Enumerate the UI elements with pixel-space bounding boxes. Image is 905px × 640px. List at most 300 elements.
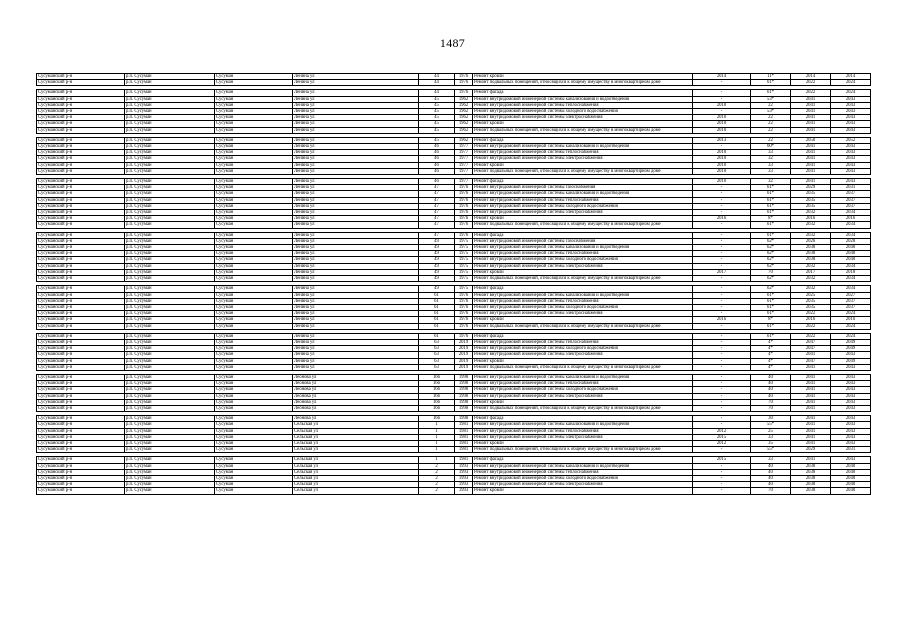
- plan-end-year-cell: 2049: [831, 358, 871, 364]
- settlement-cell: р.п. Сусуман: [125, 257, 215, 263]
- settlement-cell: р.п. Сусуман: [125, 416, 215, 422]
- street-cell: Ленина ул: [293, 162, 419, 168]
- settlement-cell: р.п. Сусуман: [125, 185, 215, 191]
- street-cell: Леонова ул: [293, 399, 419, 405]
- settlement-cell: р.п. Сусуман: [125, 358, 215, 364]
- plan-end-year-cell: 2037: [831, 304, 871, 310]
- locality-cell: Сусуман: [215, 168, 293, 174]
- plan-start-year-cell: 2035: [791, 298, 831, 304]
- district-cell: Сусуманский р-н: [37, 292, 125, 298]
- house-number-cell: 45: [419, 96, 455, 102]
- wear-percent-cell: 22: [751, 121, 791, 127]
- house-number-cell: 61: [419, 323, 455, 329]
- last-repair-year-cell: -: [693, 257, 751, 263]
- wear-percent-cell: 62*: [751, 276, 791, 282]
- plan-end-year-cell: 2024: [831, 333, 871, 339]
- street-cell: Ленина ул: [293, 185, 419, 191]
- locality-cell: Сусуман: [215, 422, 293, 428]
- last-repair-year-cell: -: [693, 304, 751, 310]
- settlement-cell: р.п. Сусуман: [125, 298, 215, 304]
- district-cell: Сусуманский р-н: [37, 364, 125, 370]
- locality-cell: Сусуман: [215, 387, 293, 393]
- last-repair-year-cell: -: [693, 251, 751, 257]
- plan-start-year-cell: 2038: [791, 482, 831, 488]
- plan-end-year-cell: 2043: [831, 179, 871, 185]
- wear-percent-cell: 61*: [751, 197, 791, 203]
- locality-cell: Сусуман: [215, 364, 293, 370]
- wear-percent-cell: 53*: [751, 109, 791, 115]
- locality-cell: Сусуман: [215, 191, 293, 197]
- last-repair-year-cell: -: [693, 203, 751, 209]
- plan-start-year-cell: 2022: [791, 333, 831, 339]
- build-year-cell: 1998: [455, 405, 473, 411]
- settlement-cell: р.п. Сусуман: [125, 292, 215, 298]
- wear-percent-cell: 33: [751, 162, 791, 168]
- plan-start-year-cell: 2041: [791, 96, 831, 102]
- wear-percent-cell: 32: [751, 156, 791, 162]
- street-cell: Ленина ул: [293, 197, 419, 203]
- last-repair-year-cell: -: [693, 463, 751, 469]
- plan-start-year-cell: 2038: [791, 469, 831, 475]
- house-number-cell: 47: [419, 191, 455, 197]
- work-type-cell: Ремонт внутридомовой инженерной системы холодного водоснабжения: [473, 304, 693, 310]
- locality-cell: Сусуман: [215, 358, 293, 364]
- plan-start-year-cell: 2022: [791, 323, 831, 329]
- build-year-cell: 1962: [455, 102, 473, 108]
- work-type-cell: Ремонт кровли: [473, 488, 693, 494]
- plan-start-year-cell: 2016: [791, 216, 831, 222]
- wear-percent-cell: 61*: [751, 304, 791, 310]
- plan-start-year-cell: 2032: [791, 210, 831, 216]
- work-type-cell: Ремонт внутридомовой инженерной системы теплоснабжения: [473, 339, 693, 345]
- settlement-cell: р.п. Сусуман: [125, 168, 215, 174]
- locality-cell: Сусуман: [215, 144, 293, 150]
- street-cell: Ленина ул: [293, 323, 419, 329]
- work-type-cell: Ремонт внутридомовой инженерной системы канализования и водоотведения: [473, 191, 693, 197]
- build-year-cell: 1998: [455, 393, 473, 399]
- work-type-cell: Ремонт фасада: [473, 232, 693, 238]
- street-cell: Ленина ул: [293, 263, 419, 269]
- locality-cell: Сусуман: [215, 447, 293, 453]
- build-year-cell: 1993: [455, 463, 473, 469]
- settlement-cell: р.п. Сусуман: [125, 482, 215, 488]
- locality-cell: Сусуман: [215, 475, 293, 481]
- house-number-cell: 16б: [419, 387, 455, 393]
- locality-cell: Сусуман: [215, 463, 293, 469]
- house-number-cell: 63: [419, 364, 455, 370]
- build-year-cell: 1976: [455, 80, 473, 86]
- last-repair-year-cell: -: [693, 352, 751, 358]
- work-type-cell: Ремонт внутридомовой инженерной системы электроснабжения: [473, 115, 693, 121]
- build-year-cell: 1975: [455, 238, 473, 244]
- capital-repair-register-table: [36, 73, 871, 495]
- plan-end-year-cell: 2040: [831, 257, 871, 263]
- work-type-cell: Ремонт подвальных помещений, относящихся к общему имуществу в многоквартирном доме: [473, 80, 693, 86]
- build-year-cell: 1962: [455, 115, 473, 121]
- settlement-cell: р.п. Сусуман: [125, 150, 215, 156]
- wear-percent-cell: 61*: [751, 203, 791, 209]
- street-cell: Ленина ул: [293, 232, 419, 238]
- house-number-cell: 16б: [419, 416, 455, 422]
- house-number-cell: 45: [419, 127, 455, 133]
- settlement-cell: р.п. Сусуман: [125, 364, 215, 370]
- locality-cell: Сусуман: [215, 399, 293, 405]
- plan-start-year-cell: 2041: [791, 457, 831, 463]
- locality-cell: Сусуман: [215, 203, 293, 209]
- build-year-cell: 1975: [455, 276, 473, 282]
- work-type-cell: Ремонт подвальных помещений, относящихся к общему имуществу в многоквартирном доме: [473, 364, 693, 370]
- wear-percent-cell: 61*: [751, 191, 791, 197]
- last-repair-year-cell: 2010: [693, 150, 751, 156]
- work-type-cell: Ремонт кровли: [473, 74, 693, 80]
- plan-start-year-cell: 2041: [791, 381, 831, 387]
- work-type-cell: Ремонт внутридомовой инженерной системы теплоснабжения: [473, 251, 693, 257]
- work-type-cell: Ремонт подвальных помещений, относящихся к общему имуществу в многоквартирном доме: [473, 168, 693, 174]
- build-year-cell: 1975: [455, 269, 473, 275]
- locality-cell: Сусуман: [215, 346, 293, 352]
- district-cell: Сусуманский р-н: [37, 144, 125, 150]
- build-year-cell: 1976: [455, 232, 473, 238]
- plan-end-year-cell: 2049: [831, 339, 871, 345]
- plan-start-year-cell: 2041: [791, 374, 831, 380]
- district-cell: Сусуманский р-н: [37, 191, 125, 197]
- build-year-cell: 1977: [455, 156, 473, 162]
- locality-cell: Сусуман: [215, 238, 293, 244]
- settlement-cell: р.п. Сусуман: [125, 137, 215, 143]
- district-cell: Сусуманский р-н: [37, 469, 125, 475]
- house-number-cell: 63: [419, 352, 455, 358]
- locality-cell: Сусуман: [215, 263, 293, 269]
- settlement-cell: р.п. Сусуман: [125, 488, 215, 494]
- plan-start-year-cell: 2032: [791, 222, 831, 228]
- work-type-cell: Ремонт фасада: [473, 90, 693, 96]
- locality-cell: Сусуман: [215, 121, 293, 127]
- wear-percent-cell: 40: [751, 463, 791, 469]
- plan-start-year-cell: 2041: [791, 150, 831, 156]
- plan-end-year-cell: 2043: [831, 96, 871, 102]
- build-year-cell: 1976: [455, 74, 473, 80]
- settlement-cell: р.п. Сусуман: [125, 323, 215, 329]
- district-cell: Сусуманский р-н: [37, 399, 125, 405]
- street-cell: Ленина ул: [293, 276, 419, 282]
- last-repair-year-cell: -: [693, 374, 751, 380]
- street-cell: Ленина ул: [293, 203, 419, 209]
- plan-start-year-cell: 2025: [791, 292, 831, 298]
- district-cell: Сусуманский р-н: [37, 323, 125, 329]
- build-year-cell: 1998: [455, 387, 473, 393]
- house-number-cell: 61: [419, 298, 455, 304]
- house-number-cell: 47: [419, 210, 455, 216]
- locality-cell: Сусуман: [215, 339, 293, 345]
- work-type-cell: Ремонт подвальных помещений, относящихся к общему имуществу в многоквартирном доме: [473, 127, 693, 133]
- wear-percent-cell: 61*: [751, 311, 791, 317]
- last-repair-year-cell: -: [693, 311, 751, 317]
- work-type-cell: Ремонт фасада: [473, 457, 693, 463]
- wear-percent-cell: 4*: [751, 358, 791, 364]
- settlement-cell: р.п. Сусуман: [125, 232, 215, 238]
- plan-end-year-cell: 2043: [831, 109, 871, 115]
- last-repair-year-cell: -: [693, 238, 751, 244]
- build-year-cell: 1998: [455, 374, 473, 380]
- house-number-cell: 45: [419, 137, 455, 143]
- street-cell: Ленина ул: [293, 102, 419, 108]
- street-cell: Ленина ул: [293, 127, 419, 133]
- work-type-cell: Ремонт фасада: [473, 179, 693, 185]
- house-number-cell: 46: [419, 156, 455, 162]
- district-cell: Сусуманский р-н: [37, 311, 125, 317]
- district-cell: Сусуманский р-н: [37, 232, 125, 238]
- house-number-cell: 2: [419, 469, 455, 475]
- work-type-cell: Ремонт кровли: [473, 358, 693, 364]
- settlement-cell: р.п. Сусуман: [125, 74, 215, 80]
- district-cell: Сусуманский р-н: [37, 263, 125, 269]
- house-number-cell: 61: [419, 304, 455, 310]
- district-cell: Сусуманский р-н: [37, 428, 125, 434]
- wear-percent-cell: 40: [751, 381, 791, 387]
- locality-cell: Сусуман: [215, 276, 293, 282]
- plan-end-year-cell: 2037: [831, 197, 871, 203]
- street-cell: Ленина ул: [293, 115, 419, 121]
- settlement-cell: р.п. Сусуман: [125, 405, 215, 411]
- plan-start-year-cell: 2041: [791, 115, 831, 121]
- house-number-cell: 2: [419, 475, 455, 481]
- plan-end-year-cell: 2043: [831, 440, 871, 446]
- district-cell: Сусуманский р-н: [37, 317, 125, 323]
- street-cell: Ленина ул: [293, 109, 419, 115]
- plan-end-year-cell: 2028: [831, 238, 871, 244]
- district-cell: Сусуманский р-н: [37, 216, 125, 222]
- build-year-cell: 1993: [455, 488, 473, 494]
- last-repair-year-cell: 2015: [693, 434, 751, 440]
- district-cell: Сусуманский р-н: [37, 352, 125, 358]
- street-cell: Ленина ул: [293, 346, 419, 352]
- wear-percent-cell: 8*: [751, 216, 791, 222]
- page-number: 1487: [439, 36, 466, 50]
- locality-cell: Сусуман: [215, 197, 293, 203]
- plan-start-year-cell: 2038: [791, 475, 831, 481]
- build-year-cell: 1993: [455, 469, 473, 475]
- settlement-cell: р.п. Сусуман: [125, 191, 215, 197]
- build-year-cell: 1975: [455, 286, 473, 292]
- last-repair-year-cell: 2014: [693, 74, 751, 80]
- work-type-cell: Ремонт фасада: [473, 286, 693, 292]
- work-type-cell: Ремонт фасада: [473, 333, 693, 339]
- build-year-cell: 1962: [455, 127, 473, 133]
- plan-end-year-cell: 2040: [831, 475, 871, 481]
- locality-cell: Сусуман: [215, 80, 293, 86]
- settlement-cell: р.п. Сусуман: [125, 210, 215, 216]
- district-cell: Сусуманский р-н: [37, 115, 125, 121]
- last-repair-year-cell: -: [693, 416, 751, 422]
- street-cell: Ленина ул: [293, 137, 419, 143]
- district-cell: Сусуманский р-н: [37, 422, 125, 428]
- house-number-cell: 47: [419, 185, 455, 191]
- locality-cell: Сусуман: [215, 416, 293, 422]
- house-number-cell: 46: [419, 179, 455, 185]
- house-number-cell: 47: [419, 216, 455, 222]
- plan-end-year-cell: 2043: [831, 127, 871, 133]
- last-repair-year-cell: -: [693, 381, 751, 387]
- district-cell: Сусуманский р-н: [37, 298, 125, 304]
- district-cell: Сусуманский р-н: [37, 346, 125, 352]
- wear-percent-cell: 8*: [751, 317, 791, 323]
- plan-end-year-cell: 2043: [831, 150, 871, 156]
- street-cell: Ленина ул: [293, 251, 419, 257]
- build-year-cell: 1993: [455, 475, 473, 481]
- work-type-cell: Ремонт подвальных помещений, относящихся к общему имуществу в многоквартирном доме: [473, 447, 693, 453]
- plan-end-year-cell: 2043: [831, 144, 871, 150]
- work-type-cell: Ремонт фасада: [473, 416, 693, 422]
- work-type-cell: Ремонт внутридомовой инженерной системы канализования и водоотведения: [473, 96, 693, 102]
- district-cell: Сусуманский р-н: [37, 137, 125, 143]
- locality-cell: Сусуман: [215, 286, 293, 292]
- last-repair-year-cell: 2010: [693, 179, 751, 185]
- work-type-cell: Ремонт внутридомовой инженерной системы холодного водоснабжения: [473, 109, 693, 115]
- wear-percent-cell: 40: [751, 475, 791, 481]
- locality-cell: Сусуман: [215, 292, 293, 298]
- work-type-cell: Ремонт кровли: [473, 121, 693, 127]
- wear-percent-cell: 70: [751, 488, 791, 494]
- settlement-cell: р.п. Сусуман: [125, 469, 215, 475]
- work-type-cell: Ремонт кровли: [473, 440, 693, 446]
- street-cell: Ленина ул: [293, 333, 419, 339]
- work-type-cell: Ремонт внутридомовой инженерной системы электроснабжения: [473, 156, 693, 162]
- work-type-cell: Ремонт внутридомовой инженерной системы канализования и водоотведения: [473, 463, 693, 469]
- district-cell: Сусуманский р-н: [37, 74, 125, 80]
- district-cell: Сусуманский р-н: [37, 405, 125, 411]
- street-cell: Леонова ул: [293, 416, 419, 422]
- plan-start-year-cell: 2041: [791, 393, 831, 399]
- work-type-cell: Ремонт внутридомовой инженерной системы холодного водоснабжения: [473, 387, 693, 393]
- last-repair-year-cell: 2016: [693, 216, 751, 222]
- plan-start-year-cell: 2041: [791, 422, 831, 428]
- plan-start-year-cell: 2022: [791, 80, 831, 86]
- plan-end-year-cell: 2043: [831, 352, 871, 358]
- house-number-cell: 49: [419, 269, 455, 275]
- last-repair-year-cell: 2013: [693, 137, 751, 143]
- street-cell: Ленина ул: [293, 179, 419, 185]
- wear-percent-cell: 4*: [751, 364, 791, 370]
- district-cell: Сусуманский р-н: [37, 286, 125, 292]
- district-cell: Сусуманский р-н: [37, 434, 125, 440]
- district-cell: Сусуманский р-н: [37, 156, 125, 162]
- plan-start-year-cell: 2041: [791, 121, 831, 127]
- last-repair-year-cell: 2010: [693, 168, 751, 174]
- street-cell: Сельская ул: [293, 457, 419, 463]
- last-repair-year-cell: -: [693, 447, 751, 453]
- build-year-cell: 1977: [455, 144, 473, 150]
- street-cell: Ленина ул: [293, 144, 419, 150]
- wear-percent-cell: 61*: [751, 222, 791, 228]
- street-cell: Леонова ул: [293, 393, 419, 399]
- settlement-cell: р.п. Сусуман: [125, 115, 215, 121]
- build-year-cell: 1977: [455, 150, 473, 156]
- settlement-cell: р.п. Сусуман: [125, 447, 215, 453]
- wear-percent-cell: 62*: [751, 263, 791, 269]
- work-type-cell: Ремонт внутридомовой инженерной системы электроснабжения: [473, 434, 693, 440]
- locality-cell: Сусуман: [215, 127, 293, 133]
- locality-cell: Сусуман: [215, 405, 293, 411]
- house-number-cell: 61: [419, 292, 455, 298]
- district-cell: Сусуманский р-н: [37, 80, 125, 86]
- locality-cell: Сусуман: [215, 311, 293, 317]
- work-type-cell: Ремонт внутридомовой инженерной системы канализования и водоотведения: [473, 245, 693, 251]
- work-type-cell: Ремонт внутридомовой инженерной системы теплоснабжения: [473, 298, 693, 304]
- house-number-cell: 44: [419, 80, 455, 86]
- plan-start-year-cell: 2032: [791, 286, 831, 292]
- plan-start-year-cell: 2047: [791, 339, 831, 345]
- build-year-cell: 1962: [455, 96, 473, 102]
- plan-end-year-cell: 2024: [831, 323, 871, 329]
- settlement-cell: р.п. Сусуман: [125, 346, 215, 352]
- locality-cell: Сусуман: [215, 440, 293, 446]
- work-type-cell: Ремонт подвальных помещений, относящихся к общему имуществу в многоквартирном доме: [473, 222, 693, 228]
- district-cell: Сусуманский р-н: [37, 387, 125, 393]
- last-repair-year-cell: -: [693, 323, 751, 329]
- build-year-cell: 1976: [455, 197, 473, 203]
- work-type-cell: Ремонт подвальных помещений, относящихся к общему имуществу в многоквартирном доме: [473, 405, 693, 411]
- work-type-cell: Ремонт внутридомовой инженерной системы канализования и водоотведения: [473, 422, 693, 428]
- locality-cell: Сусуман: [215, 210, 293, 216]
- register-body: [37, 74, 871, 495]
- street-cell: Сельская ул: [293, 488, 419, 494]
- district-cell: Сусуманский р-н: [37, 179, 125, 185]
- last-repair-year-cell: 2012: [693, 440, 751, 446]
- settlement-cell: р.п. Сусуман: [125, 162, 215, 168]
- house-number-cell: 47: [419, 197, 455, 203]
- street-cell: Ленина ул: [293, 257, 419, 263]
- locality-cell: Сусуман: [215, 374, 293, 380]
- wear-percent-cell: 61*: [751, 232, 791, 238]
- settlement-cell: р.п. Сусуман: [125, 216, 215, 222]
- settlement-cell: р.п. Сусуман: [125, 333, 215, 339]
- last-repair-year-cell: -: [693, 109, 751, 115]
- house-number-cell: 46: [419, 150, 455, 156]
- plan-end-year-cell: 2043: [831, 168, 871, 174]
- wear-percent-cell: 11*: [751, 74, 791, 80]
- last-repair-year-cell: -: [693, 358, 751, 364]
- plan-start-year-cell: 2038: [791, 257, 831, 263]
- house-number-cell: 61: [419, 317, 455, 323]
- last-repair-year-cell: -: [693, 210, 751, 216]
- locality-cell: Сусуман: [215, 156, 293, 162]
- work-type-cell: Ремонт кровли: [473, 317, 693, 323]
- house-number-cell: 1: [419, 457, 455, 463]
- street-cell: Сельская ул: [293, 482, 419, 488]
- work-type-cell: Ремонт подвальных помещений, относящихся к общему имуществу в многоквартирном доме: [473, 323, 693, 329]
- last-repair-year-cell: -: [693, 469, 751, 475]
- plan-end-year-cell: 2031: [831, 185, 871, 191]
- street-cell: Сельская ул: [293, 434, 419, 440]
- settlement-cell: р.п. Сусуман: [125, 179, 215, 185]
- work-type-cell: Ремонт внутридомовой инженерной системы электроснабжения: [473, 482, 693, 488]
- build-year-cell: 2019: [455, 352, 473, 358]
- last-repair-year-cell: 2010: [693, 127, 751, 133]
- plan-start-year-cell: 2035: [791, 203, 831, 209]
- build-year-cell: 1962: [455, 137, 473, 143]
- last-repair-year-cell: -: [693, 80, 751, 86]
- work-type-cell: Ремонт внутридомовой инженерной системы теплоснабжения: [473, 102, 693, 108]
- house-number-cell: 49: [419, 245, 455, 251]
- locality-cell: Сусуман: [215, 298, 293, 304]
- street-cell: Ленина ул: [293, 222, 419, 228]
- wear-percent-cell: 62*: [751, 245, 791, 251]
- locality-cell: Сусуман: [215, 257, 293, 263]
- plan-start-year-cell: 2047: [791, 346, 831, 352]
- wear-percent-cell: 40: [751, 482, 791, 488]
- district-cell: Сусуманский р-н: [37, 463, 125, 469]
- district-cell: Сусуманский р-н: [37, 269, 125, 275]
